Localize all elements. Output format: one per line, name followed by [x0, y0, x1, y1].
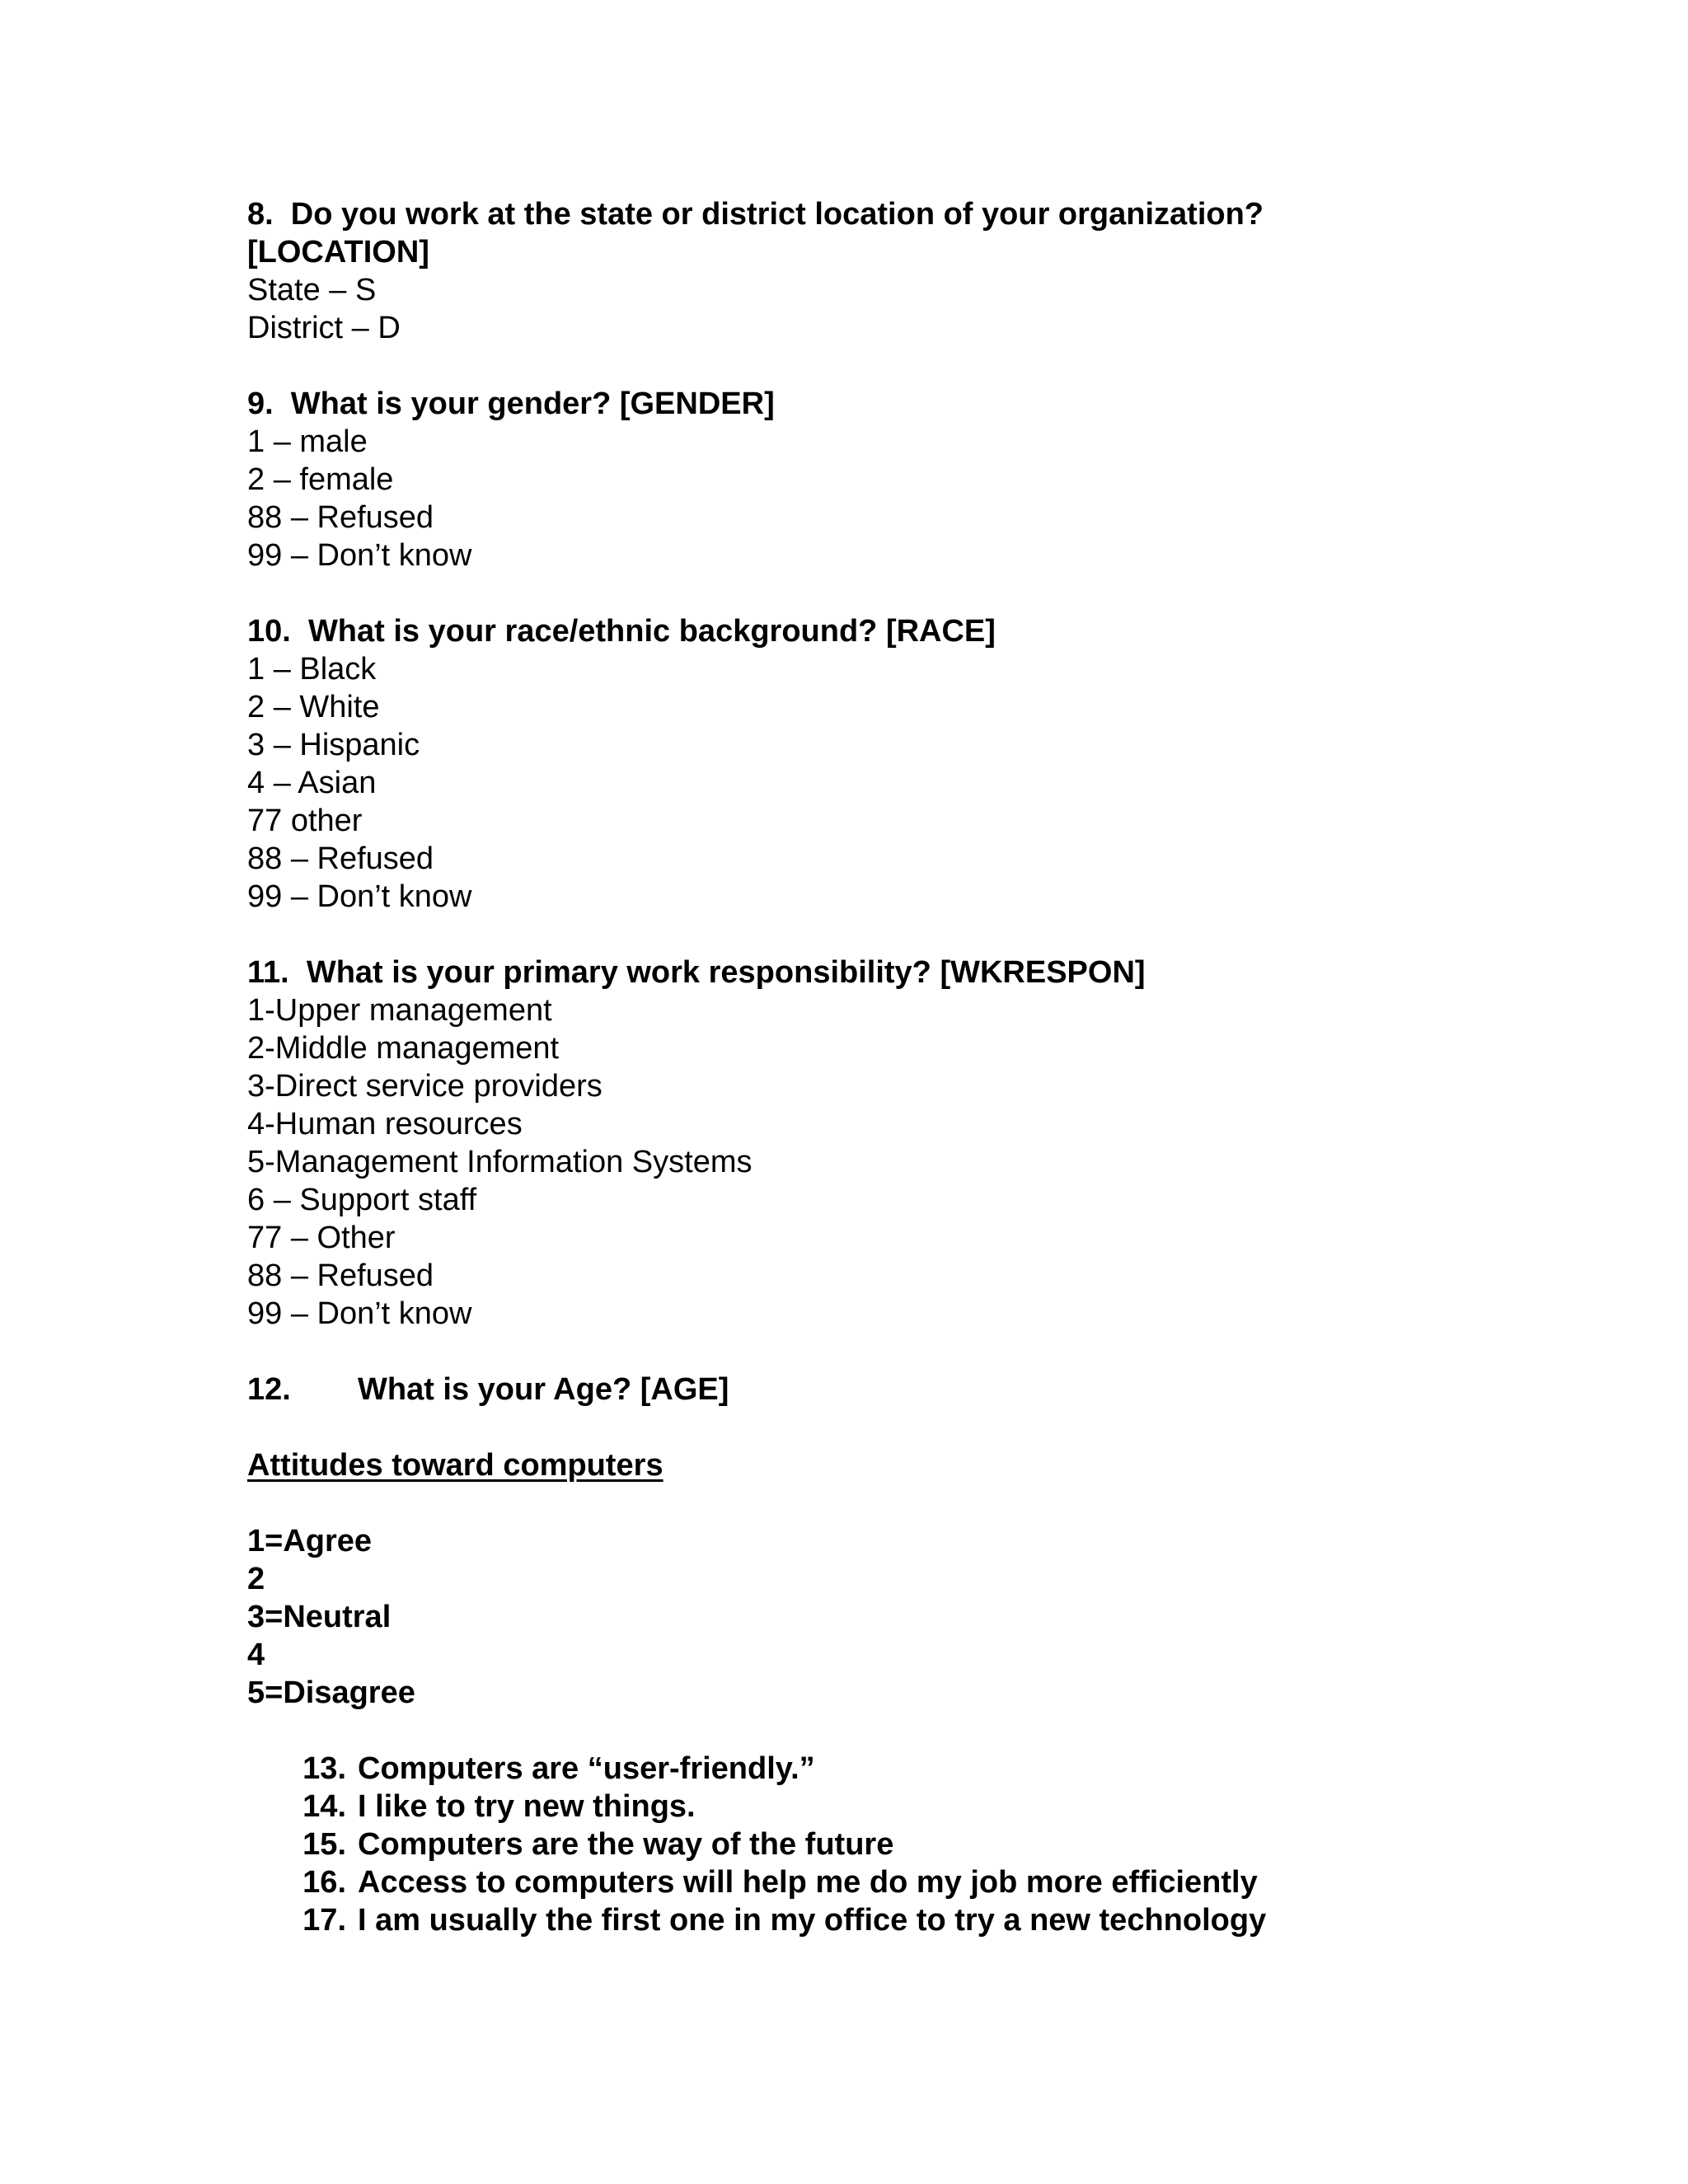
question-10-option: 1 – Black [247, 652, 377, 687]
statement-text: I like to try new things. [358, 1789, 696, 1824]
statement-number: 16. [302, 1865, 346, 1900]
survey-page [247, 195, 1648, 1939]
question-11-option: 5-Management Information Systems [247, 1145, 753, 1179]
statement-item [247, 1750, 1648, 1788]
statement-number: 17. [302, 1903, 346, 1938]
statement-number: 15. [302, 1827, 346, 1862]
statement-text: Computers are the way of the future [358, 1827, 894, 1862]
statement-text: Access to computers will help me do my job more efficiently [358, 1865, 1258, 1900]
question-8 [247, 195, 1648, 347]
question-10-option: 4 – Asian [247, 766, 377, 800]
question-11-option: 3-Direct service providers [247, 1069, 603, 1104]
question-8-title: 8. Do you work at the state or district location of your organization? [247, 197, 1264, 232]
question-11-title: 11. What is your primary work responsibility? [WKRESPON] [247, 955, 1146, 990]
question-10-option: 77 other [247, 804, 363, 838]
question-11-option: 1-Upper management [247, 993, 552, 1028]
statement-item [247, 1901, 1648, 1939]
statement-list [247, 1750, 1648, 1939]
statement-item [247, 1825, 1648, 1863]
question-8-option: State – S [247, 273, 377, 307]
question-12-number: 12. [247, 1372, 291, 1407]
question-9-option: 88 – Refused [247, 500, 434, 535]
scale-point: 4 [247, 1638, 265, 1672]
question-9-option: 2 – female [247, 462, 394, 497]
question-11 [247, 954, 1648, 1333]
question-10-option: 88 – Refused [247, 841, 434, 876]
question-9-option: 99 – Don’t know [247, 538, 472, 573]
statement-number: 13. [302, 1751, 346, 1786]
question-9-option: 1 – male [247, 424, 368, 459]
question-10-option: 2 – White [247, 690, 380, 724]
scale-point: 3=Neutral [247, 1600, 392, 1634]
question-9-title: 9. What is your gender? [GENDER] [247, 387, 775, 421]
statement-number: 14. [302, 1789, 346, 1824]
question-11-option: 6 – Support staff [247, 1183, 477, 1217]
question-10-title: 10. What is your race/ethnic background? [RACE] [247, 614, 996, 649]
statement-item [247, 1788, 1648, 1825]
section-heading: Attitudes toward computers [247, 1448, 663, 1483]
question-10-option: 99 – Don’t know [247, 879, 472, 914]
question-11-option: 4-Human resources [247, 1107, 523, 1141]
scale-point: 5=Disagree [247, 1675, 415, 1710]
scale-point: 2 [247, 1562, 265, 1596]
question-10 [247, 612, 1648, 916]
rating-scale [247, 1522, 1648, 1712]
question-11-option: 2-Middle management [247, 1031, 560, 1066]
question-10-option: 3 – Hispanic [247, 728, 420, 762]
statement-text: Computers are “user-friendly.” [358, 1751, 815, 1786]
question-12 [247, 1371, 1648, 1408]
question-9 [247, 385, 1648, 574]
statement-text: I am usually the first one in my office to try a new technology [358, 1903, 1267, 1938]
question-8-code: [LOCATION] [247, 235, 429, 269]
question-11-option: 88 – Refused [247, 1258, 434, 1293]
question-12-title: What is your Age? [AGE] [358, 1372, 729, 1407]
statement-item [247, 1863, 1648, 1901]
question-11-option: 99 – Don’t know [247, 1296, 472, 1331]
question-11-option: 77 – Other [247, 1221, 396, 1255]
scale-point: 1=Agree [247, 1524, 373, 1558]
question-8-option: District – D [247, 311, 401, 345]
